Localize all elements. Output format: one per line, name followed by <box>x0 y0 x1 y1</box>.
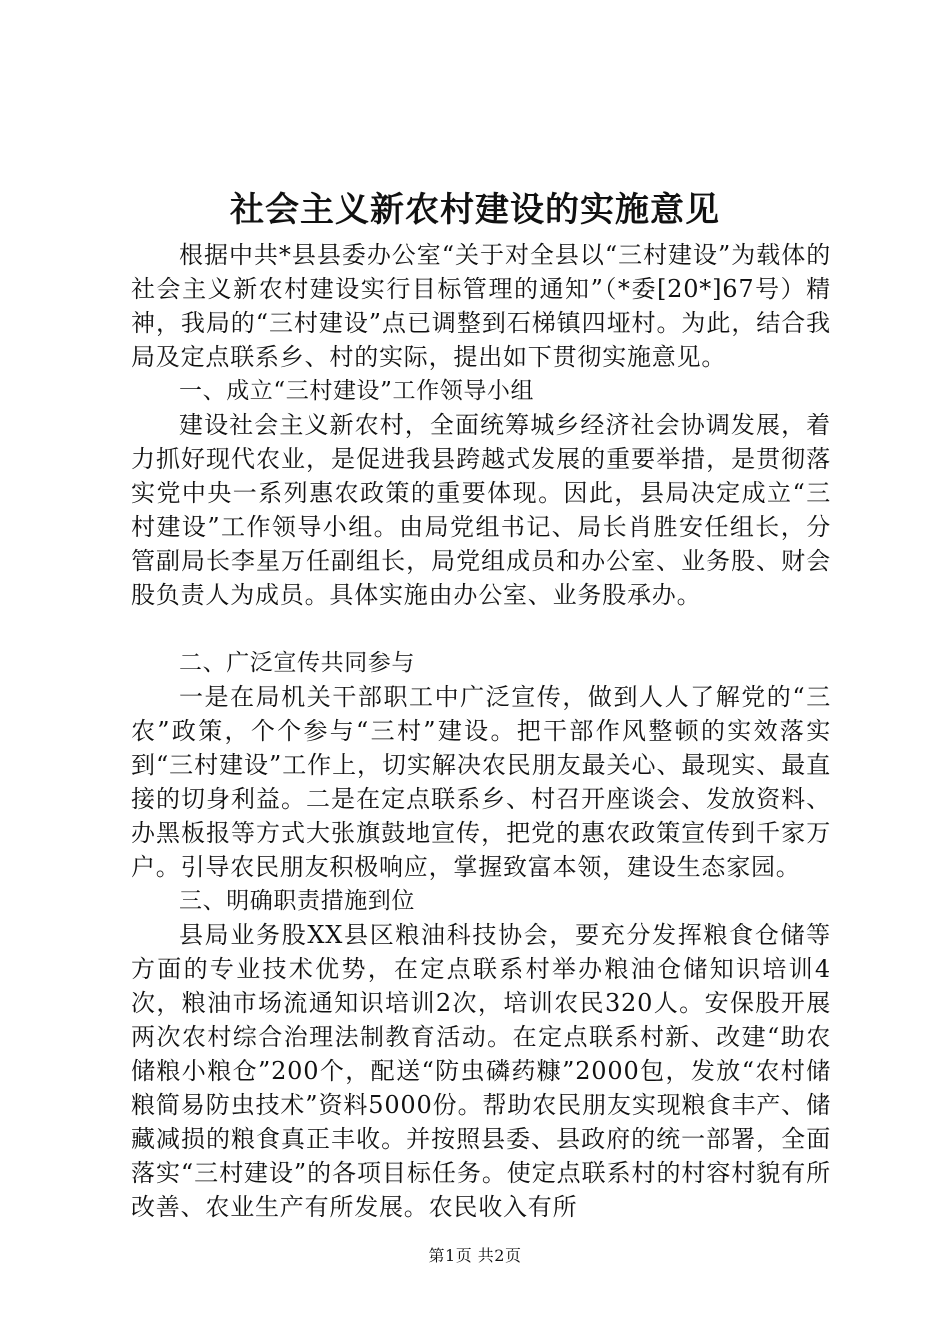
intro-paragraph: 根据中共*县县委办公室“关于对全县以“三村建设”为载体的社会主义新农村建设实行目标管理的通知”（*委[20*]67号）精神，我局的“三村建设”点已调整到石梯镇四垭村。为此，结合我局及定点联系乡、村的实际，提出如下贯彻实施意见。 <box>131 241 831 371</box>
section-2-paragraph: 一是在局机关干部职工中广泛宣传，做到人人了解党的“三农”政策，个个参与“三村”建设。把干部作风整顿的实效落实到“三村建设”工作上，切实解决农民朋友最关心、最现实、最直接的切身利益。二是在定点联系乡、村召开座谈会、发放资料、办黑板报等方式大张旗鼓地宣传，把党的惠农政策宣传到千家万户。引导农民朋友积极响应，掌握致富本领，建设生态家园。 <box>131 683 831 881</box>
document-body <box>131 238 831 1224</box>
page-footer: 第1页 共2页 <box>428 1246 522 1265</box>
section-3-paragraph: 县局业务股XX县区粮油科技协会，要充分发挥粮食仓储等方面的专业技术优势，在定点联系村举办粮油仓储知识培训4次，粮油市场流通知识培训2次，培训农民320人。安保股开展两次农村综合治理法制教育活动。在定点联系村新、改建“助农储粮小粮仓”200个，配送“防虫磷药糠”2000包，发放“农村储粮简易防虫技术”资料5000份。帮助农民朋友实现粮食丰产、储藏减损的粮食真正丰收。并按照县委、县政府的统一部署，全面落实“三村建设”的各项目标任务。使定点联系村的村容村貌有所改善、农业生产有所发展。农民收入有所 <box>131 921 831 1221</box>
paragraph-gap <box>131 612 831 646</box>
section-1-paragraph: 建设社会主义新农村，全面统筹城乡经济社会协调发展，着力抓好现代农业，是促进我县跨越式发展的重要举措，是贯彻落实党中央一系列惠农政策的重要体现。因此，县局决定成立“三村建设”工作领导小组。由局党组书记、局长肖胜安任组长，分管副局长李星万任副组长，局党组成员和办公室、业务股、财会股负责人为成员。具体实施由办公室、业务股承办。 <box>131 411 831 609</box>
document-title: 社会主义新农村建设的实施意见 <box>230 190 720 230</box>
section-heading-1: 一、成立“三村建设”工作领导小组 <box>179 378 535 404</box>
section-heading-3: 三、明确职责措施到位 <box>179 888 415 914</box>
section-heading-2: 二、广泛宣传共同参与 <box>179 650 415 676</box>
